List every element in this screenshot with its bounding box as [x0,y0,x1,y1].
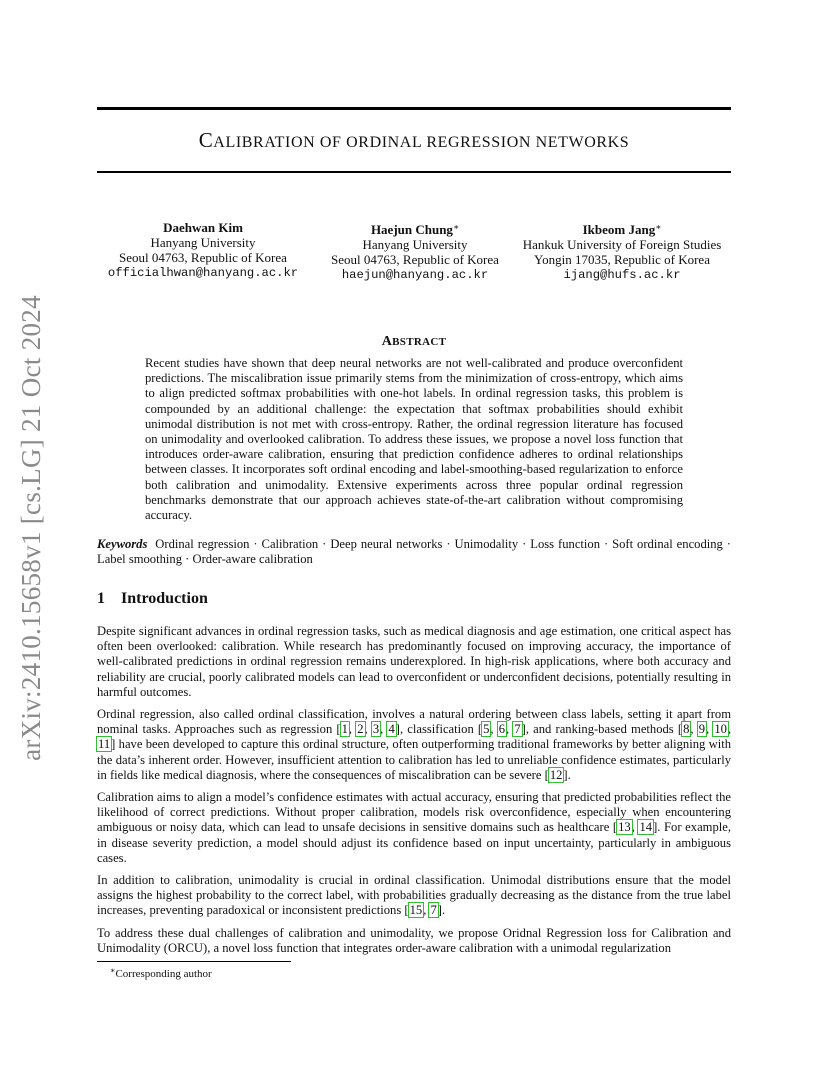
author-address: Seoul 04763, Republic of Korea [331,252,499,268]
paragraph-text: , [423,903,430,918]
paragraph-text: , [727,722,732,737]
author-name-text: Haejun Chung [370,222,453,237]
author-affiliation: Hankuk University of Foreign Studies [522,237,722,253]
paragraph-text: , [348,722,357,737]
author-email[interactable]: haejun@hanyang.ac.kr [341,267,489,282]
citation-link[interactable]: 2 [357,722,364,737]
keywords-label: Keywords [97,537,148,551]
author-address: Yongin 17035, Republic of Korea [534,252,710,268]
corresponding-mark[interactable]: ∗ [452,222,460,232]
footnote [110,964,212,981]
paragraph-text: To address these dual challenges of calibration and unimodality, we propose Oridnal Regression loss for Calibration and Unimodality (ORCU), a novel loss function that integrates order-aware calibration with a unimodal regularization [97,925,731,955]
footnote-text: Corresponding author [115,968,212,980]
author-name-text: Ikbeom Jang [582,222,656,237]
paragraph-text: In addition to calibration, unimodality is crucial in ordinal classification. Unimodal distributions ensure that the model assigns the highest probability to the correct label, with probabilities gradually decreasing as the distance from the true label increases, preventing paradoxical or inconsistent predictions [ [97,873,731,918]
author-1 [97,220,309,281]
section-heading [97,590,208,608]
citation-link[interactable]: 14 [639,820,653,835]
author-address: Seoul 04763, Republic of Korea [119,250,287,266]
keywords-line [97,537,731,567]
paragraph-text: Despite significant advances in ordinal regression tasks, such as medical diagnosis and age estimation, one critical aspect has often been overlooked: calibration. While research has predominantly focused on improving accuracy, the importance of well-calibrated predictions in ordinal regression remains underexplored. In high-risk applications, where both accuracy and reliability are crucial, poorly calibrated models can lead to overconfident or underconfident decisions, potentially resulting in harmful outcomes. [97,624,731,699]
author-3 [511,220,733,283]
abstract-heading-first: A [381,334,393,349]
paragraph-text: Ordinal regression, also called ordinal classification, involves a natural ordering between class labels, setting it apart from nominal tasks. Approaches such as regression [ [97,707,731,737]
citation-link[interactable]: 10 [714,722,727,737]
citation-link[interactable]: 11 [98,737,111,752]
title-first-capital: C [198,128,214,152]
introduction-body [97,624,731,963]
section-number: 1 [97,590,105,607]
citation-link[interactable]: 7 [514,722,521,737]
abstract-heading [97,334,731,350]
citation-link[interactable]: 1 [341,722,348,737]
citation-link[interactable]: 3 [372,722,380,737]
citation-link[interactable]: 13 [618,820,631,835]
paragraph-text: ], and ranking-based methods [ [521,722,683,737]
paragraph-text: , [380,722,388,737]
body-paragraph [97,873,731,919]
citation-link[interactable]: 9 [698,722,705,737]
author-name [511,220,733,237]
footnote-rule [97,961,291,962]
paragraph-text: ]. For example, in disease severity prediction, a model should adjust its confidence based on input uncertainty, particularly in ambiguous cases. [97,820,731,865]
paper-title [97,128,731,153]
author-email[interactable]: officialhwan@hanyang.ac.kr [107,265,299,280]
citation-link[interactable]: 12 [549,767,563,782]
paragraph-text: , [506,722,514,737]
arxiv-identifier-stamp: arXiv:2410.15658v1 [cs.LG] 21 Oct 2024 [16,295,46,761]
corresponding-mark[interactable]: ∗ [655,222,662,232]
paragraph-text: , [706,722,714,737]
title-rule-top [97,107,731,110]
body-paragraph [97,707,731,783]
abstract-heading-rest: BSTRACT [392,336,447,348]
citation-link[interactable]: 5 [483,722,490,737]
title-small-caps: ALIBRATION OF ORDINAL REGRESSION NETWORKS [213,134,630,151]
paragraph-text: ] have been developed to capture this ordinal structure, often outperforming traditional frameworks by better aligning with the data’s inherent order. However, insufficient attention to calibration has led to unreliable confidence estimates, particularly in fields like medical diagnosis, where the consequences of miscalibration can be severe [ [97,737,731,782]
paragraph-text: , [364,722,372,737]
body-paragraph [97,790,731,866]
paragraph-text: , [490,722,498,737]
title-rule-bottom [97,171,731,173]
citation-link[interactable]: 8 [683,722,690,737]
paragraph-text: , [690,722,698,737]
author-name [309,220,521,237]
abstract-text: Recent studies have shown that deep neural networks are not well-calibrated and produce overconfident predictions. The miscalibration issue primarily stems from the minimization of cross-entropy, which aims to align predicted softmax probabilities with one-hot labels. In ordinal regression tasks, this problem is compounded by an additional challenge: the expectation that softmax probabilities should exhibit unimodal distribution is not met with cross-entropy. Rather, the ordinal regression literature has focused on unimodality and overlooked calibration. To address these issues, we propose a novel loss function that introduces order-aware calibration, ensuring that prediction confidence adheres to ordinal relationships between classes. It incorporates soft ordinal encoding and label-smoothing-based regularization to enforce both calibration and unimodality. Extensive experiments across three popular ordinal regression benchmarks demonstrate that our approach achieves state-of-the-art calibration without compromising accuracy. [145,356,683,523]
footnote-mark: ∗ [110,966,116,975]
body-paragraph [97,926,731,956]
citation-link[interactable]: 7 [430,903,437,918]
section-title: Introduction [121,590,208,607]
paragraph-text: ]. [563,767,571,782]
paragraph-text: Calibration aims to align a model’s confidence estimates with actual accuracy, ensuring that predicted probabilities reflect the likelihood of correct predictions. Without proper calibration, models risk overconfidence, especially when encountering ambiguous or noisy data, which can lead to unsafe decisions in sensitive domains such as healthcare [ [97,790,731,835]
author-block [97,220,731,284]
paragraph-text: ], classification [ [395,722,483,737]
body-paragraph [97,624,731,700]
author-affiliation: Hanyang University [362,237,468,253]
paragraph-text: , [631,820,639,835]
author-email[interactable]: ijang@hufs.ac.kr [563,267,681,282]
author-affiliation: Hanyang University [150,235,256,251]
citation-link[interactable]: 4 [388,722,395,737]
author-name: Daehwan Kim [163,220,243,235]
paragraph-text: ]. [437,903,446,918]
keywords-text: Ordinal regression · Calibration · Deep neural networks · Unimodality · Loss function · Soft ordinal encoding · Label smoothing · Order-aware calibration [97,537,731,567]
author-2 [309,220,521,283]
citation-link[interactable]: 6 [498,722,506,737]
citation-link[interactable]: 15 [409,903,423,918]
